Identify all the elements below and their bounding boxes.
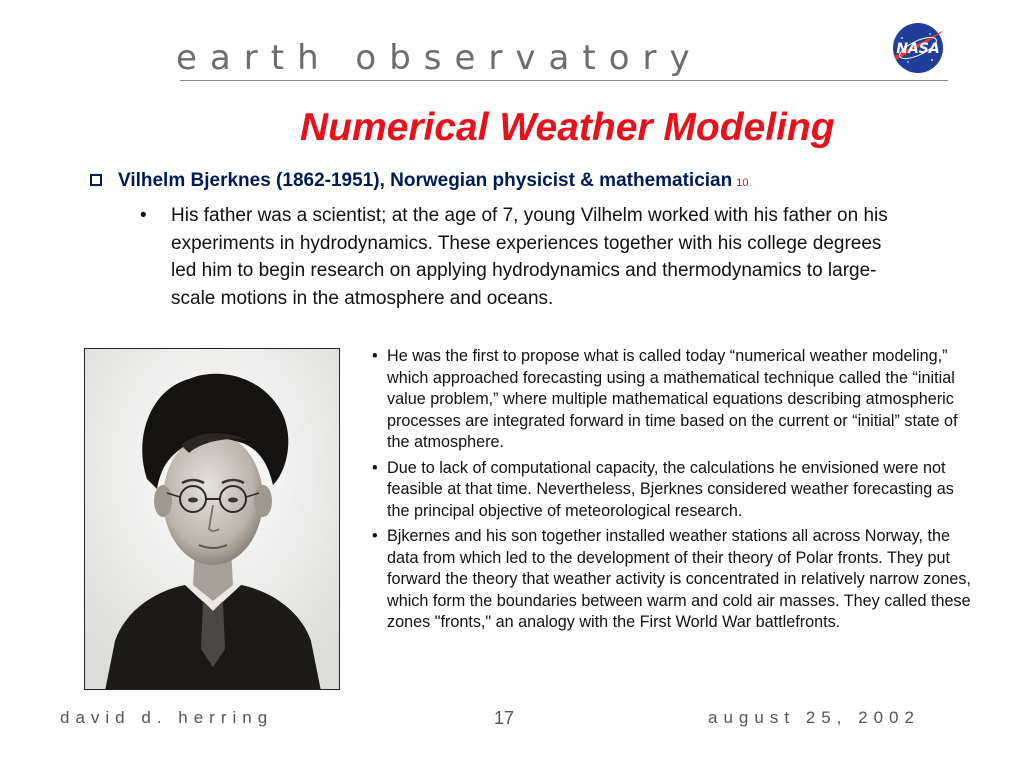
bullet-dot-icon: • <box>140 205 147 226</box>
header-title: earth observatory <box>176 38 703 78</box>
main-bullet-text: Vilhelm Bjerknes (1862-1951), Norwegian physicist & mathematician <box>118 170 733 191</box>
portrait-illustration <box>85 349 340 690</box>
sub-bullet-text: His father was a scientist; at the age of 7, young Vilhelm worked with his father on his experiments in hydrodynamics. These experiences together with his college degrees led him to begin research on applying hydrodynamics and thermodynamics to large-scale motions in the atmosphere and oceans. <box>171 205 888 309</box>
detail-bullet-text: Due to lack of computational capacity, the calculations he envisioned were not feasible at that time. Nevertheless, Bjerknes considered weather forecasting as the principal objective of meteorological research. <box>387 458 954 520</box>
main-bullet <box>90 170 970 192</box>
detail-bullet <box>372 346 972 454</box>
header-divider <box>180 80 948 81</box>
nasa-logo <box>888 18 948 78</box>
footer-date: august 25, 2002 <box>708 708 920 727</box>
footer-author: david d. herring <box>60 708 274 727</box>
detail-bullets <box>372 346 972 638</box>
detail-bullet <box>372 526 972 634</box>
bullet-dot-icon: • <box>372 347 378 365</box>
portrait-photo <box>84 348 340 690</box>
detail-bullet-text: Bjkernes and his son together installed weather stations all across Norway, the data from which led to the development of their theory of Polar fronts. They put forward the theory that weather activity is concentrated in relatively narrow zones, which form the boundaries between warm and cold air masses. They called these zones "fronts," an analogy with the First World War battlefronts. <box>387 527 971 631</box>
nasa-logo-text: NASA <box>896 41 940 57</box>
detail-bullet-text: He was the first to propose what is called today “numerical weather modeling,” which approached forecasting using a mathematical technique called the “initial value problem,” where multiple mathematical equations describing atmospheric processes are integrated forward in time based on the current or “initial” state of the atmosphere. <box>387 347 958 451</box>
page-number: 17 <box>494 708 515 728</box>
detail-bullet <box>372 458 972 523</box>
square-bullet-icon <box>90 174 102 186</box>
slide-title: Numerical Weather Modeling <box>300 106 835 149</box>
sub-bullet <box>140 202 900 312</box>
reference-number: 10 <box>736 177 749 189</box>
bullet-dot-icon: • <box>372 458 378 477</box>
bullet-dot-icon: • <box>372 527 378 545</box>
